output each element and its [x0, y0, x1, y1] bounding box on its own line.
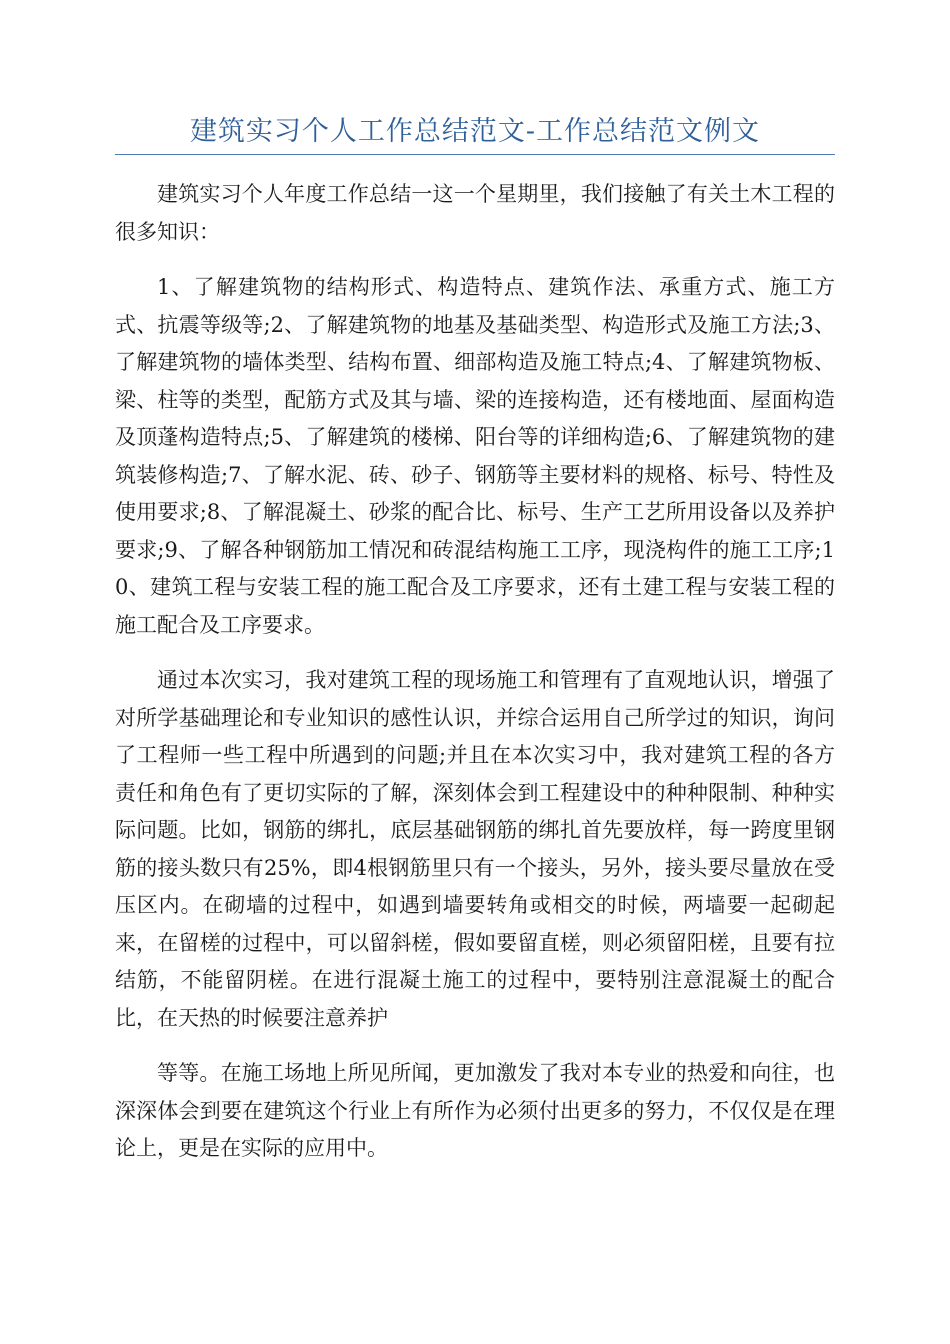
title-underline — [115, 154, 835, 155]
paragraph-knowledge-list: 1、了解建筑物的结构形式、构造特点、建筑作法、承重方式、施工方式、抗震等级等;2、了解建筑物的地基及基础类型、构造形式及施工方法;3、了解建筑物的墙体类型、结构布置、细部构造及施工特点;4、了解建筑物板、梁、柱等的类型，配筋方式及其与墙、梁的连接构造，还有楼地面、屋面构造及顶蓬构造特点;5、了解建筑的楼梯、阳台等的详细构造;6、了解建筑物的建筑装修构造;7、了解水泥、砖、砂子、钢筋等主要材料的规格、标号、特性及使用要求;8、了解混凝土、砂浆的配合比、标号、生产工艺所用设备以及养护要求;9、了解各种钢筋加工情况和砖混结构施工工序，现浇构件的施工工序;10、建筑工程与安装工程的施工配合及工序要求，还有土建工程与安装工程的施工配合及工序要求。 — [115, 275, 835, 637]
paragraph-intro: 建筑实习个人年度工作总结一这一个星期里，我们接触了有关土木工程的很多知识： — [115, 182, 835, 244]
document-body — [115, 176, 835, 1186]
paragraph-experience: 通过本次实习，我对建筑工程的现场施工和管理有了直观地认识，增强了对所学基础理论和专业知识的感性认识，并综合运用自己所学过的知识，询问了工程师一些工程中所遇到的问题;并且在本次实习中，我对建筑工程的各方责任和角色有了更切实际的了解，深刻体会到工程建设中的种种限制、种种实际问题。比如，钢筋的绑扎，底层基础钢筋的绑扎首先要放样，每一跨度里钢筋的接头数只有25%，即4根钢筋里只有一个接头，另外，接头要尽量放在受压区内。在砌墙的过程中，如遇到墙要转角或相交的时候，两墙要一起砌起来，在留槎的过程中，可以留斜槎，假如要留直槎，则必须留阳槎，且要有拉结筋，不能留阴槎。在进行混凝土施工的过程中，要特别注意混凝土的配合比，在天热的时候要注意养护 — [115, 668, 835, 1030]
document-title: 建筑实习个人工作总结范文-工作总结范文例文 — [189, 116, 761, 147]
paragraph-conclusion: 等等。在施工场地上所见所闻，更加激发了我对本专业的热爱和向往，也深深体会到要在建筑这个行业上有所作为必须付出更多的努力，不仅仅是在理论上，更是在实际的应用中。 — [115, 1061, 835, 1160]
